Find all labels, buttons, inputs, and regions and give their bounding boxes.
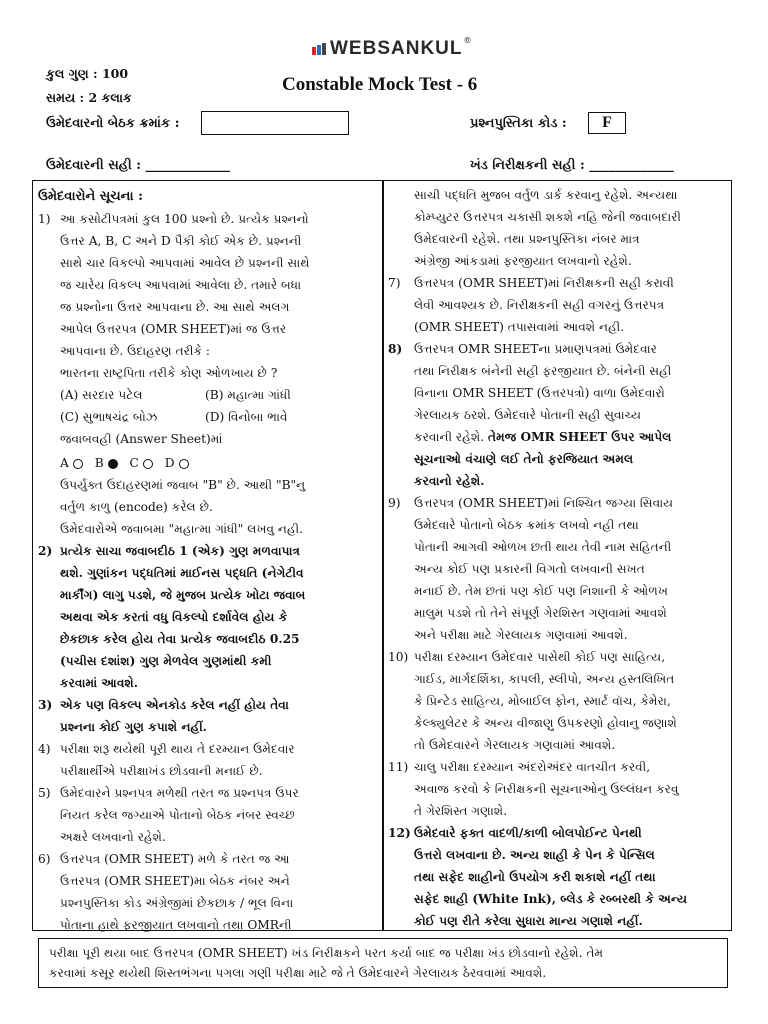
text-line: તો ઉમેદવારને ગેરલાયક ગણવામાં આવશે. [414, 738, 616, 752]
bubble-label: A [60, 456, 69, 470]
text-line: ઉપર્યુક્ત ઉદાહરણમાં જવાબ "B" છે. આથી "B"નુ [60, 478, 306, 492]
instruction-number: 6) [38, 852, 51, 866]
text-line: માર્કીંગ) લાગુ પડશે, જે મુજબ પ્રત્યેક ખોટા જવાબ [60, 588, 306, 602]
instruction-number: 4) [38, 742, 51, 756]
text-line: કરવામાં આવશે. [60, 676, 139, 690]
text-line: ચાલુ પરીક્ષા દરમ્યાન અંદરોઅંદર વાતચીત કરવી, [414, 760, 651, 774]
left-column [38, 186, 374, 936]
instruction-5 [38, 782, 374, 848]
instruction-2 [38, 540, 374, 694]
instruction-number: 12) [388, 826, 411, 840]
text-line: વર્તુળ કાળુ (encode) કરેલ છે. [60, 500, 213, 514]
page-title: Constable Mock Test - 6 [282, 74, 478, 95]
instruction-6-continued [414, 184, 726, 272]
text-line: (પચીસ દશાંશ) ગુણ મેળવેલ ગુણમાંથી કમી [60, 654, 272, 668]
text-line: મનાઈ છે. તેમ છતાં પણ કોઈ પણ નિશાની કે ઓળખ [414, 584, 668, 598]
text-line: પ્રત્યેક સાચા જવાબદીઠ 1 (એક) ગુણ મળવાપાત્ર [60, 544, 301, 558]
text-line: અક્ષરે લખવાનો રહેશે. [60, 830, 166, 844]
text-line: છેકછાક કરેલ હોય તેવા પ્રત્યેક જવાબદીઠ 0.25 [60, 632, 300, 646]
omr-bubbles-example [60, 450, 374, 474]
text-line: આપેલ ઉત્તરપત્ર (OMR SHEET)માં જ ઉત્તર [60, 322, 287, 336]
instruction-7 [388, 272, 726, 338]
text-line: સાથે ચાર વિકલ્પો આપવામાં આવેલ છે પ્રશ્નની સાથે [60, 256, 310, 270]
candidate-signature: ઉમેદવારની સહી : _____________ [46, 158, 231, 173]
text-line: ઉત્તરપત્ર (OMR SHEET)માં નિશ્ચિત જગ્યા સિવાય [414, 496, 674, 510]
text-line: ઉમેદવારને પ્રશ્નપત્ર મળેથી તરત જ પ્રશ્નપત્ર ઉપર [60, 786, 299, 800]
text-line: ઉત્તરપત્ર OMR SHEETના પ્રમાણપત્રમાં ઉમેદવાર [414, 342, 657, 356]
text-line: નિયત કરેલ જગ્યાએ પોતાનો બેઠક નંબર સ્વચ્છ [60, 808, 295, 822]
text-line: પરીક્ષા દરમ્યાન ઉમેદવાર પાસેથી કોઈ પણ સાહિત્ય, [414, 650, 666, 664]
text-line: અથવા એક કરતાં વધુ વિકલ્પો દર્શાવેલ હોય કે [60, 610, 288, 624]
brand-name: WEBSANKUL [330, 38, 463, 59]
registered-mark: ® [463, 35, 472, 45]
text-line: વિનાના OMR SHEET (ઉત્તરપત્રો) વાળા ઉમેદવારો [414, 386, 665, 400]
booklet-code-label: પ્રશ્નપુસ્તિકા કોડ : [470, 116, 567, 131]
text-line: પરીક્ષા શરૂ થયેથી પૂરી થાય તે દરમ્યાન ઉમેદવાર [60, 742, 295, 756]
instruction-number: 11) [388, 760, 409, 774]
text-line: ભારતના રાષ્ટ્રપિતા તરીકે કોણ ઓળખાય છે ? [60, 366, 278, 380]
text-line: ગાઈડ, માર્ગદર્શિકા, કાપલી, સ્લીપો, અન્ય હસ્તલિખિત [414, 672, 675, 686]
text-line: એક પણ વિકલ્પ એનકોડ કરેલ નહીં હોય તેવા [60, 698, 289, 712]
text-line: ઉમેદવારોએ જવાબમા "મહાત્મા ગાંધી" લખવુ નહી. [60, 522, 304, 536]
bold-text: તેમજ OMR SHEET ઉપર આપેલ [488, 430, 672, 444]
instruction-6 [38, 848, 374, 936]
instruction-number: 8) [388, 342, 403, 356]
option-d: (D) વિનોબા ભાવે [205, 410, 288, 424]
text-line: માલુમ પડશે તો તેને સંપૂર્ણ ગેરશિસ્ત ગણવામાં આવશે [414, 606, 667, 620]
text-line: ઉત્તરપત્ર (OMR SHEET)માં નિરીક્ષકની સહી કરાવી [414, 276, 674, 290]
text-line: જ પ્રશ્નોના ઉત્તર આપવાના છે. આ સાથે અલગ [60, 300, 290, 314]
text-line: કોમ્પ્યુટર ઉત્તરપત્ર ચકાસી શકશે નહિ જેની જવાબદારી [414, 210, 681, 224]
footer-note [38, 938, 728, 988]
total-marks: કુલ ગુણ : 100 [46, 66, 129, 81]
empty-circle-icon [73, 459, 83, 469]
text-line: લેવી આવશ્યક છે. નિરીક્ષકની સહી વગરનું ઉત્તરપત્ર [414, 298, 665, 312]
logo-bars-icon [312, 43, 326, 55]
text-line: ગેરલાયક ઠરશે. ઉમેદવારે પોતાની સહી સુવાચ્ય [414, 408, 642, 422]
answer-sheet-label: જવાબવહી (Answer Sheet)માં [60, 432, 223, 446]
text-line: પરીક્ષાર્થીએ પરીક્ષાખંડ છોડવાની મનાઈ છે. [60, 764, 263, 778]
text-line: અંગ્રેજી આંકડામાં ફરજીયાત લખવાનો રહેશે. [414, 254, 632, 268]
footer-line: કરવામાં કસૂર થયેથી શિસ્તભંગના પગલા ગણી પરીક્ષા માટે જે તે ઉમેદવારને ગેરલાયક ઠેરવવામાં આવશે. [49, 966, 547, 980]
instruction-10 [388, 646, 726, 756]
instruction-number: 2) [38, 544, 53, 558]
text-line: ઉમેદવારે પોતાનો બેઠક ક્રમાંક લખવો નહી તથા [414, 518, 639, 532]
text-line: ઉત્તરપત્ર (OMR SHEET)મા બેઠક નંબર અને [60, 874, 290, 888]
bubble-label: D [164, 456, 175, 470]
instruction-number: 9) [388, 496, 401, 510]
option-c: (C) સુભાષચંદ્ર બોઝ [60, 410, 158, 424]
seat-number-box[interactable] [201, 111, 349, 135]
text-line: ઉત્તરપત્ર (OMR SHEET) મળે કે તરત જ આ [60, 852, 290, 866]
text-line: તથા નિરીક્ષક બંનેની સહી ફરજીયાત છે. બંનેની સહી [414, 364, 672, 378]
text-line: જ ચારેય વિકલ્પ આપવામાં આવેલા છે. તમારે બધા [60, 278, 302, 292]
right-column [388, 184, 726, 932]
text-line: કેલ્ક્યુલેટર કે અન્ય વીજાણુ ઉપકરણો હોવાનુ જણાશે [414, 716, 677, 730]
bold-text: સૂચનાઓ વંચાણે લઈ તેનો ફરજિયાત અમલ [414, 452, 634, 466]
empty-circle-icon [179, 459, 189, 469]
brand-logo [312, 35, 472, 60]
instruction-12 [388, 822, 726, 932]
instruction-number: 1) [38, 212, 51, 226]
text-line: તે ગેરશિસ્ત ગણાશે. [414, 804, 508, 818]
bold-text: કરવાનો રહેશે. [414, 474, 485, 488]
text-line: અવાજ કરવો કે નિરીક્ષકની સૂચનાઓનુ ઉલ્લંઘન કરવુ [414, 782, 679, 796]
text-line: ઉમેદવારની રહેશે. તથા પ્રશ્નપુસ્તિકા નંબર માત્ર [414, 232, 640, 246]
text-line: કે પ્રિન્ટેડ સાહિત્ય, મોબાઈલ ફોન, સ્માર્ટ વૉચ, કેમેરા, [414, 694, 671, 708]
text-line: તથા સફેદ શાહીનો ઉપયોગ કરી શકાશે નહીં તથા [414, 870, 656, 884]
column-divider [382, 181, 384, 930]
instruction-number: 7) [388, 276, 401, 290]
instruction-3 [38, 694, 374, 738]
instruction-8 [388, 338, 726, 492]
instruction-number: 3) [38, 698, 53, 712]
instruction-9 [388, 492, 726, 646]
text-line: અને પરીક્ષા માટે ગેરલાયક ગણવામાં આવશે. [414, 628, 628, 642]
text-line: પ્રશ્નના કોઈ ગુણ કપાશે નહીં. [60, 720, 207, 734]
text-line: ઉત્તરો લખવાના છે. અન્ય શાહી કે પેન કે પેન્સિલ [414, 848, 655, 862]
text-line: થશે. ગુણાંકન પદ્ધતિમાં માઈનસ પદ્ધતિ (નેગેટીવ [60, 566, 304, 580]
instruction-11 [388, 756, 726, 822]
instruction-4 [38, 738, 374, 782]
option-a: (A) સરદાર પટેલ [60, 388, 143, 402]
text-line: સાચી પદ્ધતિ મુજબ વર્તુળ ડાર્ક કરવાનુ રહેશે. અન્યથા [414, 188, 678, 202]
supervisor-signature: ખંડ નિરીક્ષકની સહી : _____________ [470, 158, 674, 173]
booklet-code: F [588, 112, 626, 134]
text-line: અન્ય કોઈ પણ પ્રકારની વિગતો લખવાની સખત [414, 562, 645, 576]
instruction-1 [38, 208, 374, 384]
text-line: પોતાના હાથે ફરજીયાત લખવાનો તથા OMRની [60, 918, 292, 932]
exam-time: સમય : 2 કલાક [46, 90, 132, 105]
bubble-label: C [129, 456, 139, 470]
filled-circle-icon [108, 459, 118, 469]
bubble-label: B [94, 456, 104, 470]
example-options [60, 384, 350, 428]
seat-number-label: ઉમેદવારનો બેઠક ક્રમાંક : [46, 116, 180, 131]
instruction-number: 5) [38, 786, 51, 800]
text-line: આ કસોટીપત્રમાં કુલ 100 પ્રશ્નો છે. પ્રત્યેક પ્રશ્નનો [60, 212, 309, 226]
text-line: ઉમેદવારે ફક્ત વાદળી/કાળી બોલપોઈન્ટ પેનથી [414, 826, 642, 840]
option-b: (B) મહાત્મા ગાંધી [205, 388, 291, 402]
text-line: આપવાના છે. ઉદાહરણ તરીકે : [60, 344, 211, 358]
instructions-heading: ઉમેદવારોને સૂચના : [38, 189, 143, 204]
text-line: પોતાની આગવી ઓળખ છતી થાય તેવી નામ સહિતની [414, 540, 672, 554]
text-line: (OMR SHEET) તપાસવામાં આવશે નહી. [414, 320, 625, 334]
instruction-number: 10) [388, 650, 409, 664]
empty-circle-icon [143, 459, 153, 469]
text-line: કરવાની રહેશે. [414, 430, 485, 444]
text-line: સફેદ શાહી (White Ink), બ્લેડ કે રબ્બરથી કે અન્ય [414, 892, 688, 906]
text-line: કોઈ પણ રીતે કરેલા સુધારા માન્ય ગણાશે નહીં. [414, 914, 643, 928]
footer-line: પરીક્ષા પૂરી થયા બાદ ઉત્તરપત્ર (OMR SHEET) ખંડ નિરીક્ષકને પરત કર્યા બાદ જ પરીક્ષા ખંડ છોડવાનો રહેશે. તેમ [49, 946, 604, 960]
text-line: ઉત્તર A, B, C અને D પૈકી કોઈ એક છે. પ્રશ્નની [60, 234, 302, 248]
text-line: પ્રશ્નપુસ્તિકા કોડ અંગ્રેજીમાં છેકછાક / ભૂલ વિના [60, 896, 294, 910]
